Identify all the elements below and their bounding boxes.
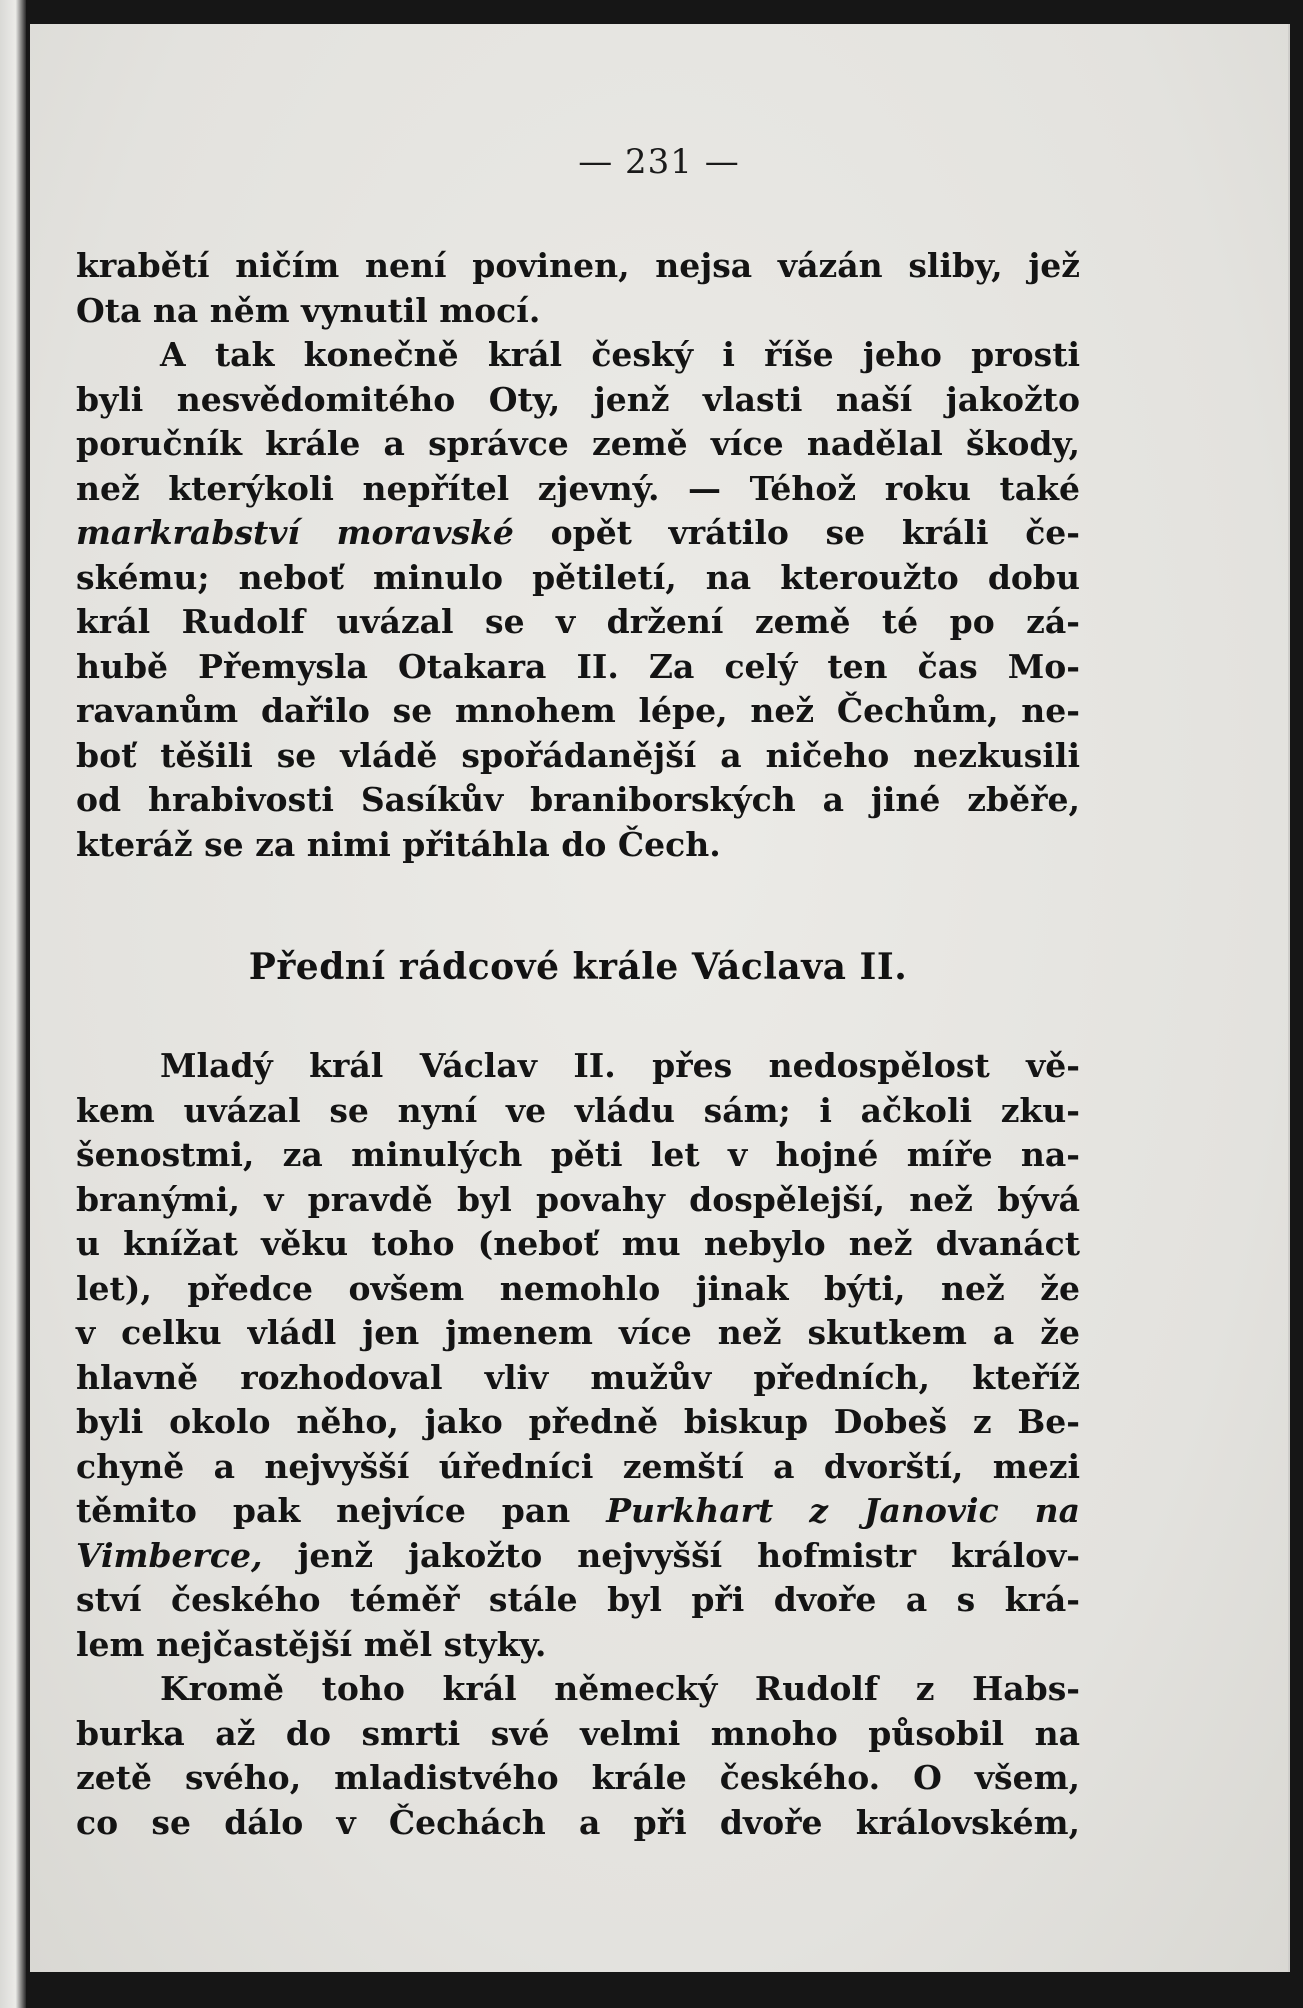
text-line: než kterýkoli nepřítel zjevný. — Téhož roku také — [76, 468, 1080, 508]
text-line: lem nejčastější měl styky. — [76, 1624, 547, 1664]
previous-page-edge — [0, 0, 26, 2008]
text-line: kteráž se za nimi přitáhla do Čech. — [76, 824, 721, 864]
text-line: skému; neboť minulo pětiletí, na kteroužto dobu — [76, 557, 1080, 597]
text-line: byli okolo něho, jako předně biskup Dobeš z Be- — [76, 1402, 1080, 1441]
text-line — [76, 1489, 1080, 1534]
text-line: byli nesvědomitého Oty, jenž vlasti naší jakožto — [76, 379, 1080, 419]
text-line: co se dálo v Čechách a při dvoře královském, — [76, 1802, 1080, 1842]
text-line: poručník krále a správce země více nadělal škody, — [76, 424, 1080, 463]
text-line: Kromě toho král německý Rudolf z Habs- — [160, 1669, 1080, 1708]
text-line: chyně a nejvyšší úředníci zemští a dvorští, mezi — [76, 1446, 1080, 1486]
text-line: Ota na něm vynutil mocí. — [76, 290, 541, 330]
book-page — [30, 24, 1290, 1972]
text-line: ství českého téměř stále byl při dvoře a s krá- — [76, 1580, 1080, 1619]
text-line: šenostmi, za minulých pěti let v hojné míře na- — [76, 1135, 1080, 1174]
text-line: boť těšili se vládě spořádanější a ničeho nezkusili — [76, 735, 1080, 775]
text-line: krabětí ničím není povinen, nejsa vázán sliby, jež — [76, 246, 1080, 285]
paragraph-1 — [76, 244, 1080, 867]
text-line: hlavně rozhodoval vliv mužův předních, kteříž — [76, 1357, 1080, 1397]
text-fragment: jenž jakožto nejvyšší hofmistr králov- — [262, 1535, 1080, 1575]
text-line: A tak konečně král český i říše jeho prosti — [160, 335, 1080, 374]
text-fragment: těmito pak nejvíce pan — [76, 1491, 607, 1530]
text-line: burka až do smrti své velmi mnoho působil na — [76, 1713, 1080, 1753]
italic-name: Vimberce, — [76, 1535, 263, 1575]
text-line — [76, 1534, 1080, 1579]
text-line: branými, v pravdě byl povahy dospělejší, než bývá — [76, 1179, 1080, 1219]
italic-term: markrabství moravské — [76, 513, 514, 552]
text-fragment: opět vrátilo se králi če- — [513, 513, 1080, 552]
text-line: u knížat věku toho (neboť mu nebylo než dvanáct — [76, 1224, 1080, 1263]
text-line: od hrabivosti Sasíkův braniborských a jiné zběře, — [76, 780, 1080, 819]
text-line: ravanům dařilo se mnohem lépe, než Čechům, ne- — [76, 691, 1080, 730]
text-line: král Rudolf uvázal se v držení země té po zá- — [76, 602, 1080, 641]
text-line: kem uvázal se nyní ve vládu sám; i ačkoli zku- — [76, 1090, 1080, 1130]
text-line: hubě Přemysla Otakara II. Za celý ten čas Mo- — [76, 646, 1080, 686]
italic-name: Purkhart z Janovic na — [606, 1491, 1080, 1530]
section-heading: Přední rádcové krále Václava II. — [248, 946, 908, 988]
text-line: Mladý král Václav II. přes nedospělost vě- — [160, 1046, 1080, 1085]
page-number: — 231 — — [578, 142, 740, 182]
text-line — [76, 511, 1080, 556]
text-line: zetě svého, mladistvého krále českého. O všem, — [76, 1758, 1080, 1797]
paragraph-2 — [76, 1044, 1080, 1845]
text-line: let), předce ovšem nemohlo jinak býti, než že — [76, 1268, 1080, 1308]
text-line: v celku vládl jen jmenem více než skutkem a že — [76, 1313, 1080, 1352]
